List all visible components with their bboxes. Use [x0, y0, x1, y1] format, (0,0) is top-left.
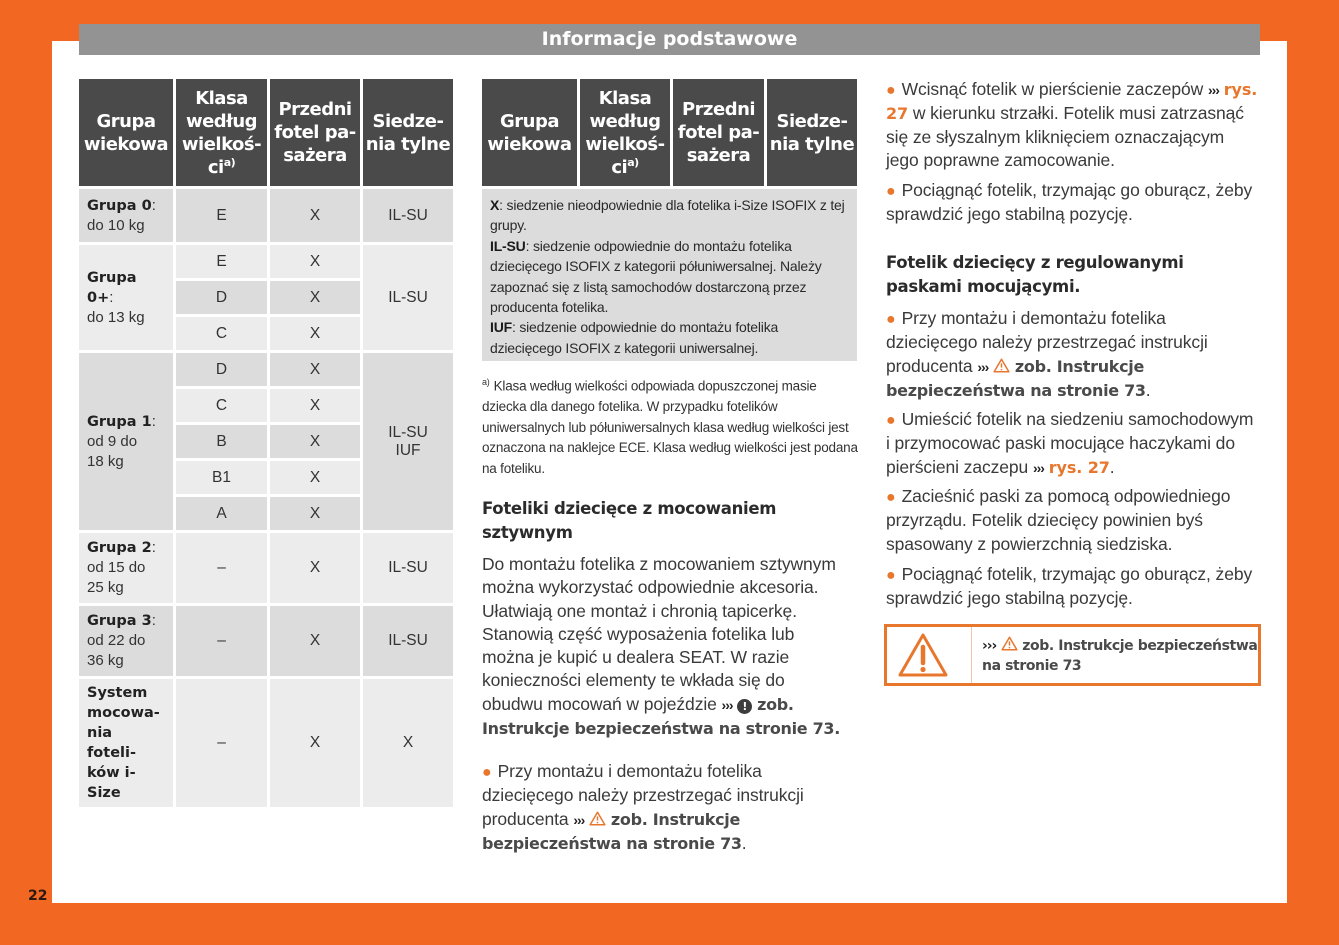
safety-instructions-link[interactable]: zob. Instrukcje bezpieczeństwa na stronie 73 [886, 356, 1146, 400]
front-seat-cell: X [270, 533, 360, 603]
size-class-cell: – [176, 606, 267, 676]
header-front-passenger: Przedni fotel pa-sażera [270, 79, 360, 186]
group-cell: Grupa 2: od 15 do 25 kg [79, 533, 173, 603]
figure-27-link[interactable]: rys. 27 [886, 80, 1258, 124]
warning-reference[interactable]: ››› zob. Instrukcje bezpieczeństwa na stronie 73 [982, 638, 1258, 674]
warning-triangle-icon [993, 358, 1010, 373]
rear-seat-cell: IL-SU [363, 245, 453, 350]
table-row [79, 353, 453, 386]
seat-compatibility-table-continued [479, 76, 860, 189]
table-row [79, 679, 453, 807]
bullet-item: ● Przy montażu i demontażu fotelika dziecięcego należy przestrzegać instrukcji producenta ››› zob. Instrukcje bezpieczeństwa na stronie 73. [482, 761, 804, 853]
group-cell: Grupa 1: od 9 do 18 kg [79, 353, 173, 530]
bullet-dot-icon: ● [886, 311, 896, 328]
size-class-cell: D [176, 281, 267, 314]
rear-seat-cell: X [363, 679, 453, 807]
table-row [79, 606, 453, 676]
bullet-item: ● Pociągnąć fotelik, trzymając go oburącz, żeby sprawdzić jego stabilną pozycję. [886, 564, 1253, 609]
bullet-dot-icon: ● [482, 764, 492, 781]
front-seat-cell: X [270, 679, 360, 807]
bullet-item: ● Pociągnąć fotelik, trzymając go oburącz, żeby sprawdzić jego stabilną pozycję. [886, 180, 1253, 225]
cross-reference-arrows: ››› [721, 696, 733, 713]
front-seat-cell: X [270, 389, 360, 422]
size-class-cell: B1 [176, 461, 267, 494]
table-legend: X: siedzenie nieodpowiednie dla fotelika i-Size ISOFIX z tej grupy. IL-SU: siedzenie odpowiednie do montażu fotelika dziecięcego ISOFIX z kategorii półuniwersalnej. Należy zapoznać się z listą samochodów dostarczoną przez producenta fotelika. IUF: siedzenie odpowiednie do montażu fotelika dziecięcego ISOFIX z kategorii uniwersalnej. [482, 189, 857, 361]
front-seat-cell: X [270, 606, 360, 676]
header-size-class: Klasa według wielkoś-$ci^{a)}$ [176, 79, 267, 186]
warning-triangle-icon [589, 811, 606, 826]
footnote-marker: a) [482, 377, 490, 387]
table-row [79, 189, 453, 242]
exclamation-circle-icon: ! [737, 699, 752, 714]
bullet-item: ● Umieścić fotelik na siedzeniu samochodowym i przymocować paski mocujące haczykami do pierścieni zaczepu ››› rys. 27. [886, 409, 1254, 477]
cross-reference-arrows: ››› [982, 638, 997, 654]
warning-triangle-icon [1001, 636, 1018, 651]
header-rear-seats: Siedze-nia tylne [767, 79, 857, 186]
bullet-item: ● Przy montażu i demontażu fotelika dziecięcego należy przestrzegać instrukcji producenta ››› zob. Instrukcje bezpieczeństwa na stronie 73. [886, 308, 1208, 400]
size-class-cell: C [176, 317, 267, 350]
bullet-dot-icon: ● [886, 489, 896, 506]
footnote-marker: a) [627, 155, 639, 169]
front-seat-cell: X [270, 461, 360, 494]
cross-reference-arrows: ››› [573, 811, 585, 828]
safety-instructions-link[interactable]: zob. Instrukcje bezpieczeństwa na stronie 73 [482, 809, 742, 853]
group-cell: Grupa 0: do 10 kg [79, 189, 173, 242]
divider [971, 627, 972, 683]
size-class-cell: E [176, 245, 267, 278]
table-row [79, 245, 453, 278]
table-row [79, 533, 453, 603]
safety-instructions-link[interactable]: zob. Instrukcje bezpieczeństwa na stronie 73. [482, 694, 841, 739]
bullet-dot-icon: ● [886, 567, 896, 584]
footnote-marker: a) [223, 155, 236, 169]
group-cell: System mocowa- nia foteli- ków i-Size [79, 679, 173, 807]
bullet-item: ● Zacieśnić paski za pomocą odpowiedniego przyrządu. Fotelik dziecięcy powinien byś spasowany z powierzchnią siedziska. [886, 486, 1231, 554]
front-seat-cell: X [270, 281, 360, 314]
bullet-dot-icon: ● [886, 183, 896, 200]
rear-seat-cell: IL-SU [363, 606, 453, 676]
rear-seat-cell: IL-SU [363, 189, 453, 242]
size-class-cell: B [176, 425, 267, 458]
seat-compatibility-table [76, 76, 456, 810]
rigid-mount-paragraph: Do montażu fotelika z mocowaniem sztywnym można wykorzystać odpowiednie akcesoria. Ułatwiają one montaż i chronią tapicerkę. Stanowią część wyposażenia fotelika lub można je kupić u dealera SEAT. W razie konieczności elementy te wkłada się do obudwu mocowań w pojeździe ››› ! zob. Instrukcje bezpieczeństwa na stronie 73. [482, 554, 841, 739]
size-class-cell: A [176, 497, 267, 530]
front-seat-cell: X [270, 317, 360, 350]
header-age-group: Grupa wiekowa [79, 79, 173, 186]
header-age-group: Grupa wiekowa [482, 79, 577, 186]
warning-triangle-icon [897, 632, 949, 678]
rear-seat-cell: IL-SU [363, 533, 453, 603]
figure-27-link[interactable]: rys. 27 [1048, 457, 1110, 477]
page-number: 22 [28, 888, 48, 904]
rear-seat-cell: IL-SU IUF [363, 353, 453, 530]
bullet-dot-icon: ● [886, 82, 896, 99]
bullet-item: ● Wcisnąć fotelik w pierścienie zaczepów ››› rys. 27 w kierunku strzałki. Fotelik musi zatrzasnąć się ze słyszalnym kliknięciem oznaczającym jego poprawne zamocowanie. [886, 79, 1258, 170]
header-size-class: Klasa według wielkoś-$ci^{a)}$ [580, 79, 670, 186]
size-class-cell: C [176, 389, 267, 422]
group-cell: Grupa 0+: do 13 kg [79, 245, 173, 350]
front-seat-cell: X [270, 425, 360, 458]
section-heading-adjustable-straps: Fotelik dziecięcy z regulowanymi paskami mocującymi. [886, 253, 1184, 296]
cross-reference-arrows: ››› [1207, 82, 1219, 98]
header-front-passenger: Przedni fotel pa-sażera [673, 79, 764, 186]
size-class-cell: – [176, 533, 267, 603]
cross-reference-arrows: ››› [1032, 459, 1044, 476]
front-seat-cell: X [270, 189, 360, 242]
front-seat-cell: X [270, 353, 360, 386]
bullet-dot-icon: ● [886, 412, 896, 429]
group-cell: Grupa 3: od 22 do 36 kg [79, 606, 173, 676]
table-header-row [79, 79, 453, 186]
front-seat-cell: X [270, 497, 360, 530]
safety-warning-box [884, 624, 1261, 686]
size-class-cell: E [176, 189, 267, 242]
size-class-cell: – [176, 679, 267, 807]
section-heading-rigid-mount: Foteliki dziecięce z mocowaniem sztywnym [482, 499, 777, 542]
header-rear-seats: Siedze-nia tylne [363, 79, 453, 186]
table-header-row [482, 79, 857, 186]
size-class-cell: D [176, 353, 267, 386]
cross-reference-arrows: ››› [977, 358, 989, 375]
front-seat-cell: X [270, 245, 360, 278]
table-footnote: $^{a)}$ Klasa według wielkości odpowiada dopuszczonej masie dziecka dla danego fotelika. W przypadku fotelików uniwersalnych lub półuniwersalnych klasa według wielkości jest oznaczona na naklejce ECE. Klasa według wielkości jest podana na foteliku. [482, 377, 858, 476]
section-title-bar: Informacje podstawowe [79, 24, 1260, 55]
